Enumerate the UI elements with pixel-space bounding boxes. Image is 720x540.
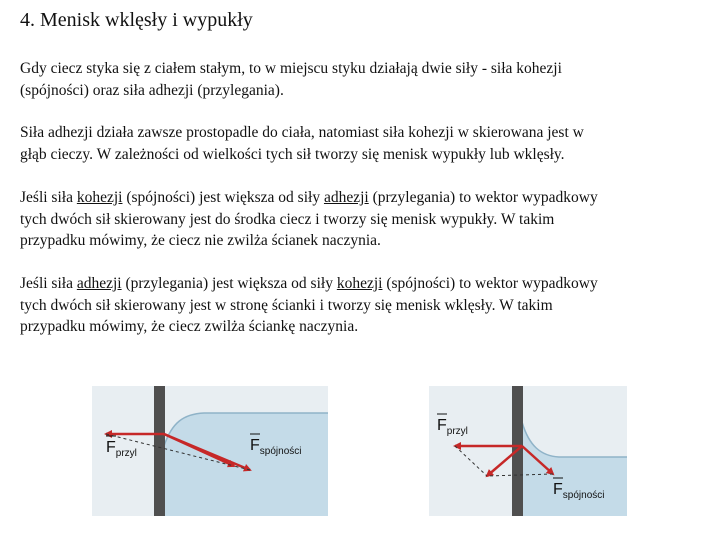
p4-text-c: (spójności) to wektor wypadkowy [382,275,598,292]
p2-line2: głąb cieczy. W zależności od wielkości tych sił tworzy się menisk wypukły lub wklęsły. [20,145,565,163]
p3-text-b: (spójności) jest większa od siły [122,189,324,206]
p4-text-b: (przylegania) jest większa od siły [121,275,337,292]
liquid-convex [164,413,328,516]
p1-line2: (spójności) oraz siła adhezji (przylegania). [20,81,284,99]
figure-convex-meniscus [92,386,328,516]
paragraph-adhesion-direction [20,122,710,165]
figure-concave-meniscus [429,386,627,516]
concave-meniscus-diagram [429,386,627,516]
paragraph-convex-meniscus [20,187,710,252]
page-title: 4. Menisk wklęsły i wypukły [20,9,253,31]
p4-line2: tych dwóch sił skierowany jest w stronę ścianki i tworzy się menisk wklęsły. W takim [20,296,553,314]
p3-text-a: Jeśli siła [20,189,77,206]
paragraph-concave-meniscus [20,273,710,338]
p3-line2: tych dwóch sił skierowany jest do środka ciecz i tworzy się menisk wypukły. W takim [20,210,555,228]
adhesion-label: $F_{przyl}$ [106,439,137,459]
p4-text-a: Jeśli siła [20,275,77,292]
p3-adhezji-underlined: adhezji [323,189,369,206]
p4-line3: przypadku mówimy, że ciecz zwilża ściankę naczynia. [20,318,359,335]
container-wall [154,386,165,516]
p4-adhezji-underlined: adhezji [76,275,122,292]
paragraph-forces-intro [20,58,710,101]
p2-line1: Siła adhezji działa zawsze prostopadle do ciała, natomiast siła kohezji w skierowana jest w [20,124,584,141]
cohesion-label: $F_{spójności}$ [553,481,605,501]
p3-text-c: (przylegania) to wektor wypadkowy [368,189,598,206]
p3-line3: przypadku mówimy, że ciecz nie zwilża ścianek naczynia. [20,232,381,249]
p3-kohezji-underlined: kohezji [76,189,123,206]
p4-kohezji-underlined: kohezji [336,275,383,292]
p1-line1: Gdy ciecz styka się z ciałem stałym, to w miejscu styku działają dwie siły - siła kohezji [20,60,562,77]
convex-meniscus-diagram [92,386,328,516]
cohesion-label: $F_{spójności}$ [250,437,302,457]
adhesion-label: $F_{przyl}$ [437,417,468,437]
